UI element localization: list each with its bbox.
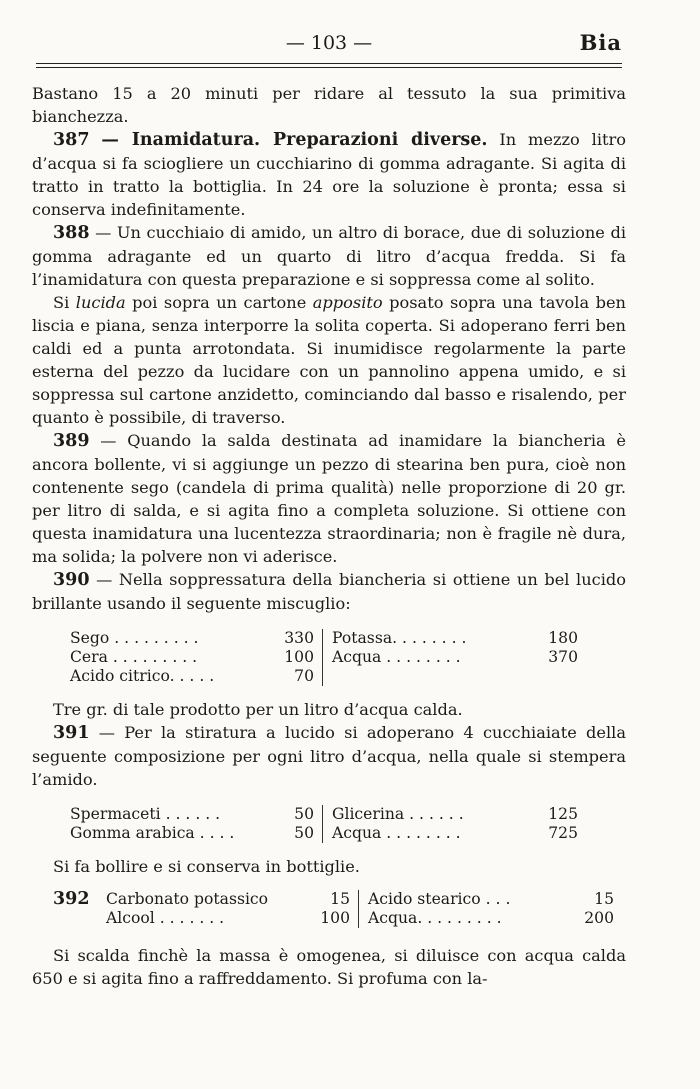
column-divider bbox=[322, 648, 332, 667]
ingredient-qty: 50 bbox=[294, 824, 314, 842]
paragraph-390 bbox=[32, 568, 626, 615]
ingredient-qty: 15 bbox=[330, 890, 350, 908]
ingredient-name: Gomma arabica . . . . bbox=[70, 824, 235, 842]
paragraph-text: — Per la stiratura a lucido si adoperano 4 cucchiaiate della seguente composizione per ogni litro d’acqua, nella quale si stempera l’amido. bbox=[32, 723, 626, 789]
ingredient-name: Cera . . . . . . . . . bbox=[70, 648, 198, 666]
ingredient-qty: 15 bbox=[594, 890, 614, 908]
paragraph-text: Si bbox=[53, 293, 70, 312]
column-divider bbox=[358, 909, 368, 928]
spacer bbox=[32, 686, 626, 698]
ingredient-name: Sego . . . . . . . . . bbox=[70, 629, 199, 647]
page-number: — 103 — bbox=[285, 32, 373, 54]
paragraph-text: posato sopra una tavola ben liscia e piana, senza interporre la solita coperta. Si adoperano ferri ben caldi ed a punta arrotondata. Si inumidisce regolarmente la parte esterna del pezzo da lucidare con un pannolino appena umido, e si soppressa sul cartone anzidetto, cominciando dal basso e risalendo, per quanto è possibile, di traverso. bbox=[32, 293, 626, 427]
column-divider bbox=[322, 667, 332, 686]
section-number: 388 bbox=[53, 223, 90, 243]
paragraph-389 bbox=[32, 429, 626, 568]
column-divider bbox=[322, 805, 332, 824]
ingredient-name: Acqua . . . . . . . . bbox=[332, 824, 461, 842]
ingredient-name bbox=[332, 667, 528, 686]
ingredient-qty: 100 bbox=[320, 909, 350, 927]
ingredient-qty bbox=[528, 667, 578, 686]
ingredient-name: Glicerina . . . . . . bbox=[332, 805, 464, 823]
section-title: — Inamidatura. Preparazioni diverse. bbox=[101, 130, 488, 150]
section-number: 387 bbox=[53, 130, 90, 150]
ingredient-name: Acido citrico. . . . . bbox=[70, 667, 215, 685]
section-number: 389 bbox=[53, 431, 90, 451]
recipe-table-392 bbox=[106, 890, 626, 928]
paragraph: Si fa bollire e si conserva in bottiglie. bbox=[53, 857, 360, 876]
running-head: Bia bbox=[579, 30, 622, 55]
ingredient-qty: 125 bbox=[548, 805, 578, 823]
page-header bbox=[36, 30, 622, 60]
paragraph-text: — Nella soppressatura della biancheria si ottiene un bel lucido brillante usando il seguente miscuglio: bbox=[32, 570, 626, 613]
paragraph-lucida bbox=[32, 291, 626, 429]
paragraph-387 bbox=[32, 128, 626, 221]
ingredient-name: Alcool . . . . . . . bbox=[106, 909, 225, 927]
spacer bbox=[32, 615, 626, 629]
ingredient-qty: 50 bbox=[294, 805, 314, 823]
ingredient-qty: 180 bbox=[548, 629, 578, 647]
ingredient-name: Spermaceti . . . . . . bbox=[70, 805, 221, 823]
ingredient-qty: 200 bbox=[584, 909, 614, 927]
spacer bbox=[32, 928, 626, 944]
ingredient-qty: 330 bbox=[284, 629, 314, 647]
recipe-block-392 bbox=[32, 890, 626, 928]
ingredient-qty: 725 bbox=[548, 824, 578, 842]
ingredient-name: Acqua. . . . . . . . . bbox=[368, 909, 502, 927]
paragraph: Bastano 15 a 20 minuti per ridare al tessuto la sua primitiva bianchezza. bbox=[32, 84, 626, 126]
italic-term: lucida bbox=[75, 293, 126, 312]
recipe-table-391 bbox=[70, 805, 590, 843]
ingredient-name: Acqua . . . . . . . . bbox=[332, 648, 461, 666]
paragraph-391 bbox=[32, 721, 626, 791]
ingredient-name: Potassa. . . . . . . . bbox=[332, 629, 467, 647]
paragraph-text: In mezzo litro d’acqua si fa sciogliere un cucchiarino di gomma adragante. Si agita di tratto in tratto la bottiglia. In 24 ore la soluzione è pronta; essa si conserva indefinitamente. bbox=[32, 130, 626, 219]
paragraph: Tre gr. di tale prodotto per un litro d’acqua calda. bbox=[53, 700, 463, 719]
ingredient-name: Acido stearico . . . bbox=[368, 890, 511, 908]
column-divider bbox=[322, 824, 332, 843]
italic-term: apposito bbox=[312, 293, 383, 312]
recipe-table-390 bbox=[70, 629, 590, 686]
paragraph-text: — Un cucchiaio di amido, un altro di borace, due di soluzione di gomma adragante ed un quarto di litro d’acqua fredda. Si fa l’inamidatura con questa preparazione e si soppressa come al solito. bbox=[32, 223, 626, 289]
ingredient-qty: 370 bbox=[548, 648, 578, 666]
ingredient-name: Carbonato potassico bbox=[106, 890, 269, 908]
spacer bbox=[32, 843, 626, 855]
section-number: 392 bbox=[53, 889, 90, 909]
column-divider bbox=[322, 629, 332, 648]
section-number: 390 bbox=[53, 570, 90, 590]
ingredient-qty: 100 bbox=[284, 648, 314, 666]
ingredient-qty: 70 bbox=[294, 667, 314, 685]
spacer bbox=[32, 791, 626, 805]
page-body bbox=[32, 82, 626, 990]
paragraph-text: — Quando la salda destinata ad inamidare la biancheria è ancora bollente, vi si aggiunge un pezzo di stearina ben pura, cioè non contenente sego (candela di prima qualità) nelle proporzione di 20 gr. per litro di salda, e si agita fino a completa soluzione. Si ottiene con questa inamidatura una lucentezza straordinaria; non è fragile nè dura, ma solida; la polvere non vi aderisce. bbox=[32, 431, 626, 566]
paragraph-388 bbox=[32, 221, 626, 291]
section-number: 391 bbox=[53, 723, 90, 743]
column-divider bbox=[358, 890, 368, 909]
paragraph: Si scalda finchè la massa è omogenea, si diluisce con acqua calda 650 e si agita fino a raffreddamento. Si profuma con la- bbox=[32, 946, 626, 988]
spacer bbox=[32, 878, 626, 890]
header-rule bbox=[36, 63, 622, 68]
paragraph-text: poi sopra un cartone bbox=[132, 293, 307, 312]
